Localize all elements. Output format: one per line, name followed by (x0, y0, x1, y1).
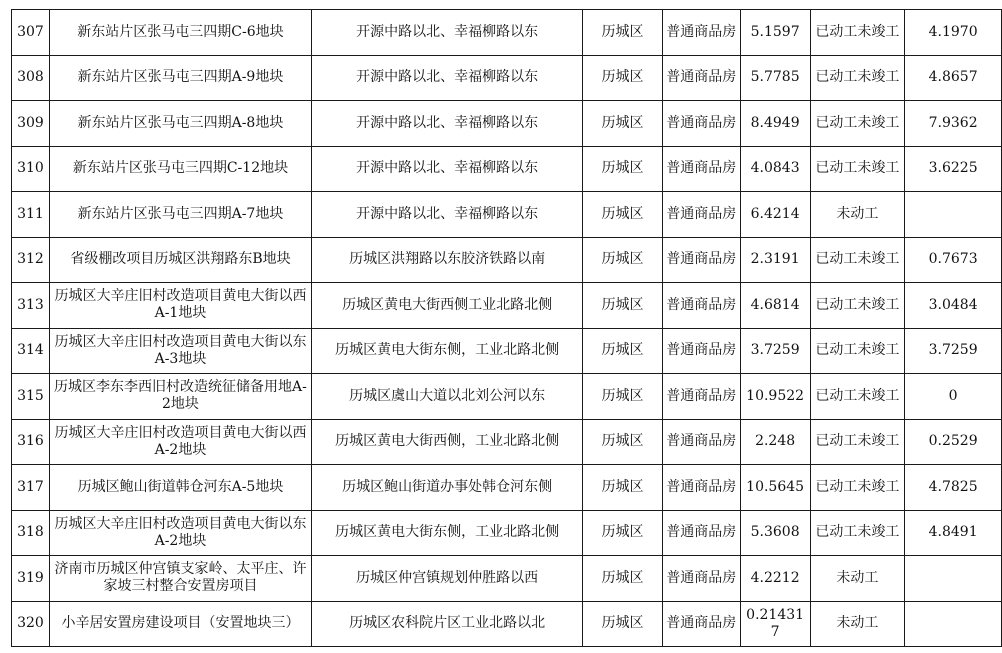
area-cell: 2.3191 (740, 237, 810, 283)
housing-type-cell: 普通商品房 (662, 374, 740, 420)
housing-type-cell: 普通商品房 (662, 192, 740, 238)
table-row (12, 465, 1002, 511)
land-table-container (11, 9, 1002, 647)
row-number-cell: 314 (12, 328, 50, 374)
location-cell: 开源中路以北、幸福柳路以东 (312, 55, 583, 101)
table-row (12, 283, 1002, 329)
value-cell: 0 (905, 374, 1002, 420)
status-cell: 未动工 (810, 556, 905, 602)
project-name-cell: 历城区大辛庄旧村改造项目黄电大街以西A-1地块 (49, 283, 311, 329)
row-number-cell: 312 (12, 237, 50, 283)
value-cell: 4.8491 (905, 510, 1002, 556)
area-cell: 5.7785 (740, 55, 810, 101)
area-cell: 10.5645 (740, 465, 810, 511)
table-row (12, 556, 1002, 602)
area-cell: 2.248 (740, 419, 810, 465)
housing-type-cell: 普通商品房 (662, 55, 740, 101)
district-cell: 历城区 (583, 556, 663, 602)
housing-type-cell: 普通商品房 (662, 237, 740, 283)
district-cell: 历城区 (583, 283, 663, 329)
district-cell: 历城区 (583, 101, 663, 147)
location-cell: 历城区仲宫镇规划仲胜路以西 (312, 556, 583, 602)
district-cell: 历城区 (583, 192, 663, 238)
housing-type-cell: 普通商品房 (662, 283, 740, 329)
housing-type-cell: 普通商品房 (662, 556, 740, 602)
table-row (12, 374, 1002, 420)
location-cell: 开源中路以北、幸福柳路以东 (312, 146, 583, 192)
value-cell: 3.6225 (905, 146, 1002, 192)
row-number-cell: 317 (12, 465, 50, 511)
status-cell: 已动工未竣工 (810, 55, 905, 101)
status-cell: 已动工未竣工 (810, 374, 905, 420)
location-cell: 历城区鲍山街道办事处韩仓河东侧 (312, 465, 583, 511)
project-name-cell: 历城区鲍山街道韩仓河东A-5地块 (49, 465, 311, 511)
status-cell: 未动工 (810, 601, 905, 647)
project-name-cell: 历城区大辛庄旧村改造项目黄电大街以东A-3地块 (49, 328, 311, 374)
area-cell: 0.214317 (740, 601, 810, 647)
table-row (12, 55, 1002, 101)
project-name-cell: 新东站片区张马屯三四期C-6地块 (49, 10, 311, 56)
row-number-cell: 316 (12, 419, 50, 465)
table-row (12, 328, 1002, 374)
district-cell: 历城区 (583, 328, 663, 374)
area-cell: 6.4214 (740, 192, 810, 238)
row-number-cell: 313 (12, 283, 50, 329)
row-number-cell: 319 (12, 556, 50, 602)
value-cell: 4.8657 (905, 55, 1002, 101)
table-row (12, 192, 1002, 238)
table-row (12, 101, 1002, 147)
value-cell: 0.7673 (905, 237, 1002, 283)
status-cell: 已动工未竣工 (810, 510, 905, 556)
project-name-cell: 新东站片区张马屯三四期A-8地块 (49, 101, 311, 147)
housing-type-cell: 普通商品房 (662, 328, 740, 374)
status-cell: 已动工未竣工 (810, 101, 905, 147)
value-cell: 4.7825 (905, 465, 1002, 511)
table-row (12, 601, 1002, 647)
value-cell: 4.1970 (905, 10, 1002, 56)
project-name-cell: 小辛居安置房建设项目（安置地块三） (49, 601, 311, 647)
area-cell: 5.1597 (740, 10, 810, 56)
table-body (12, 10, 1002, 647)
project-name-cell: 新东站片区张马屯三四期A-7地块 (49, 192, 311, 238)
status-cell: 已动工未竣工 (810, 10, 905, 56)
row-number-cell: 315 (12, 374, 50, 420)
area-cell: 4.2212 (740, 556, 810, 602)
project-name-cell: 新东站片区张马屯三四期A-9地块 (49, 55, 311, 101)
status-cell: 已动工未竣工 (810, 237, 905, 283)
value-cell (905, 192, 1002, 238)
value-cell (905, 601, 1002, 647)
housing-type-cell: 普通商品房 (662, 10, 740, 56)
status-cell: 已动工未竣工 (810, 146, 905, 192)
status-cell: 已动工未竣工 (810, 328, 905, 374)
district-cell: 历城区 (583, 374, 663, 420)
row-number-cell: 308 (12, 55, 50, 101)
location-cell: 历城区洪翔路以东胶济铁路以南 (312, 237, 583, 283)
project-name-cell: 济南市历城区仲宫镇支家岭、太平庄、许家坡三村整合安置房项目 (49, 556, 311, 602)
district-cell: 历城区 (583, 465, 663, 511)
location-cell: 开源中路以北、幸福柳路以东 (312, 192, 583, 238)
status-cell: 未动工 (810, 192, 905, 238)
housing-type-cell: 普通商品房 (662, 510, 740, 556)
area-cell: 8.4949 (740, 101, 810, 147)
row-number-cell: 318 (12, 510, 50, 556)
location-cell: 历城区虞山大道以北刘公河以东 (312, 374, 583, 420)
row-number-cell: 311 (12, 192, 50, 238)
location-cell: 历城区黄电大街东侧，工业北路北侧 (312, 328, 583, 374)
value-cell: 7.9362 (905, 101, 1002, 147)
status-cell: 已动工未竣工 (810, 419, 905, 465)
project-name-cell: 历城区李东李西旧村改造统征储备用地A-2地块 (49, 374, 311, 420)
location-cell: 历城区黄电大街西侧工业北路北侧 (312, 283, 583, 329)
land-table (11, 9, 1002, 647)
district-cell: 历城区 (583, 55, 663, 101)
row-number-cell: 307 (12, 10, 50, 56)
area-cell: 10.9522 (740, 374, 810, 420)
value-cell: 0.2529 (905, 419, 1002, 465)
status-cell: 已动工未竣工 (810, 283, 905, 329)
housing-type-cell: 普通商品房 (662, 601, 740, 647)
district-cell: 历城区 (583, 10, 663, 56)
location-cell: 开源中路以北、幸福柳路以东 (312, 10, 583, 56)
housing-type-cell: 普通商品房 (662, 146, 740, 192)
area-cell: 4.6814 (740, 283, 810, 329)
district-cell: 历城区 (583, 601, 663, 647)
location-cell: 开源中路以北、幸福柳路以东 (312, 101, 583, 147)
location-cell: 历城区黄电大街东侧，工业北路北侧 (312, 510, 583, 556)
district-cell: 历城区 (583, 237, 663, 283)
area-cell: 3.7259 (740, 328, 810, 374)
value-cell (905, 556, 1002, 602)
district-cell: 历城区 (583, 146, 663, 192)
value-cell: 3.7259 (905, 328, 1002, 374)
area-cell: 4.0843 (740, 146, 810, 192)
district-cell: 历城区 (583, 419, 663, 465)
status-cell: 已动工未竣工 (810, 465, 905, 511)
project-name-cell: 历城区大辛庄旧村改造项目黄电大街以东A-2地块 (49, 510, 311, 556)
project-name-cell: 历城区大辛庄旧村改造项目黄电大街以西A-2地块 (49, 419, 311, 465)
table-row (12, 237, 1002, 283)
table-row (12, 146, 1002, 192)
table-row (12, 510, 1002, 556)
row-number-cell: 310 (12, 146, 50, 192)
housing-type-cell: 普通商品房 (662, 465, 740, 511)
housing-type-cell: 普通商品房 (662, 419, 740, 465)
area-cell: 5.3608 (740, 510, 810, 556)
project-name-cell: 新东站片区张马屯三四期C-12地块 (49, 146, 311, 192)
table-row (12, 10, 1002, 56)
table-row (12, 419, 1002, 465)
row-number-cell: 320 (12, 601, 50, 647)
location-cell: 历城区黄电大街西侧，工业北路北侧 (312, 419, 583, 465)
value-cell: 3.0484 (905, 283, 1002, 329)
project-name-cell: 省级棚改项目历城区洪翔路东B地块 (49, 237, 311, 283)
location-cell: 历城区农科院片区工业北路以北 (312, 601, 583, 647)
row-number-cell: 309 (12, 101, 50, 147)
housing-type-cell: 普通商品房 (662, 101, 740, 147)
district-cell: 历城区 (583, 510, 663, 556)
